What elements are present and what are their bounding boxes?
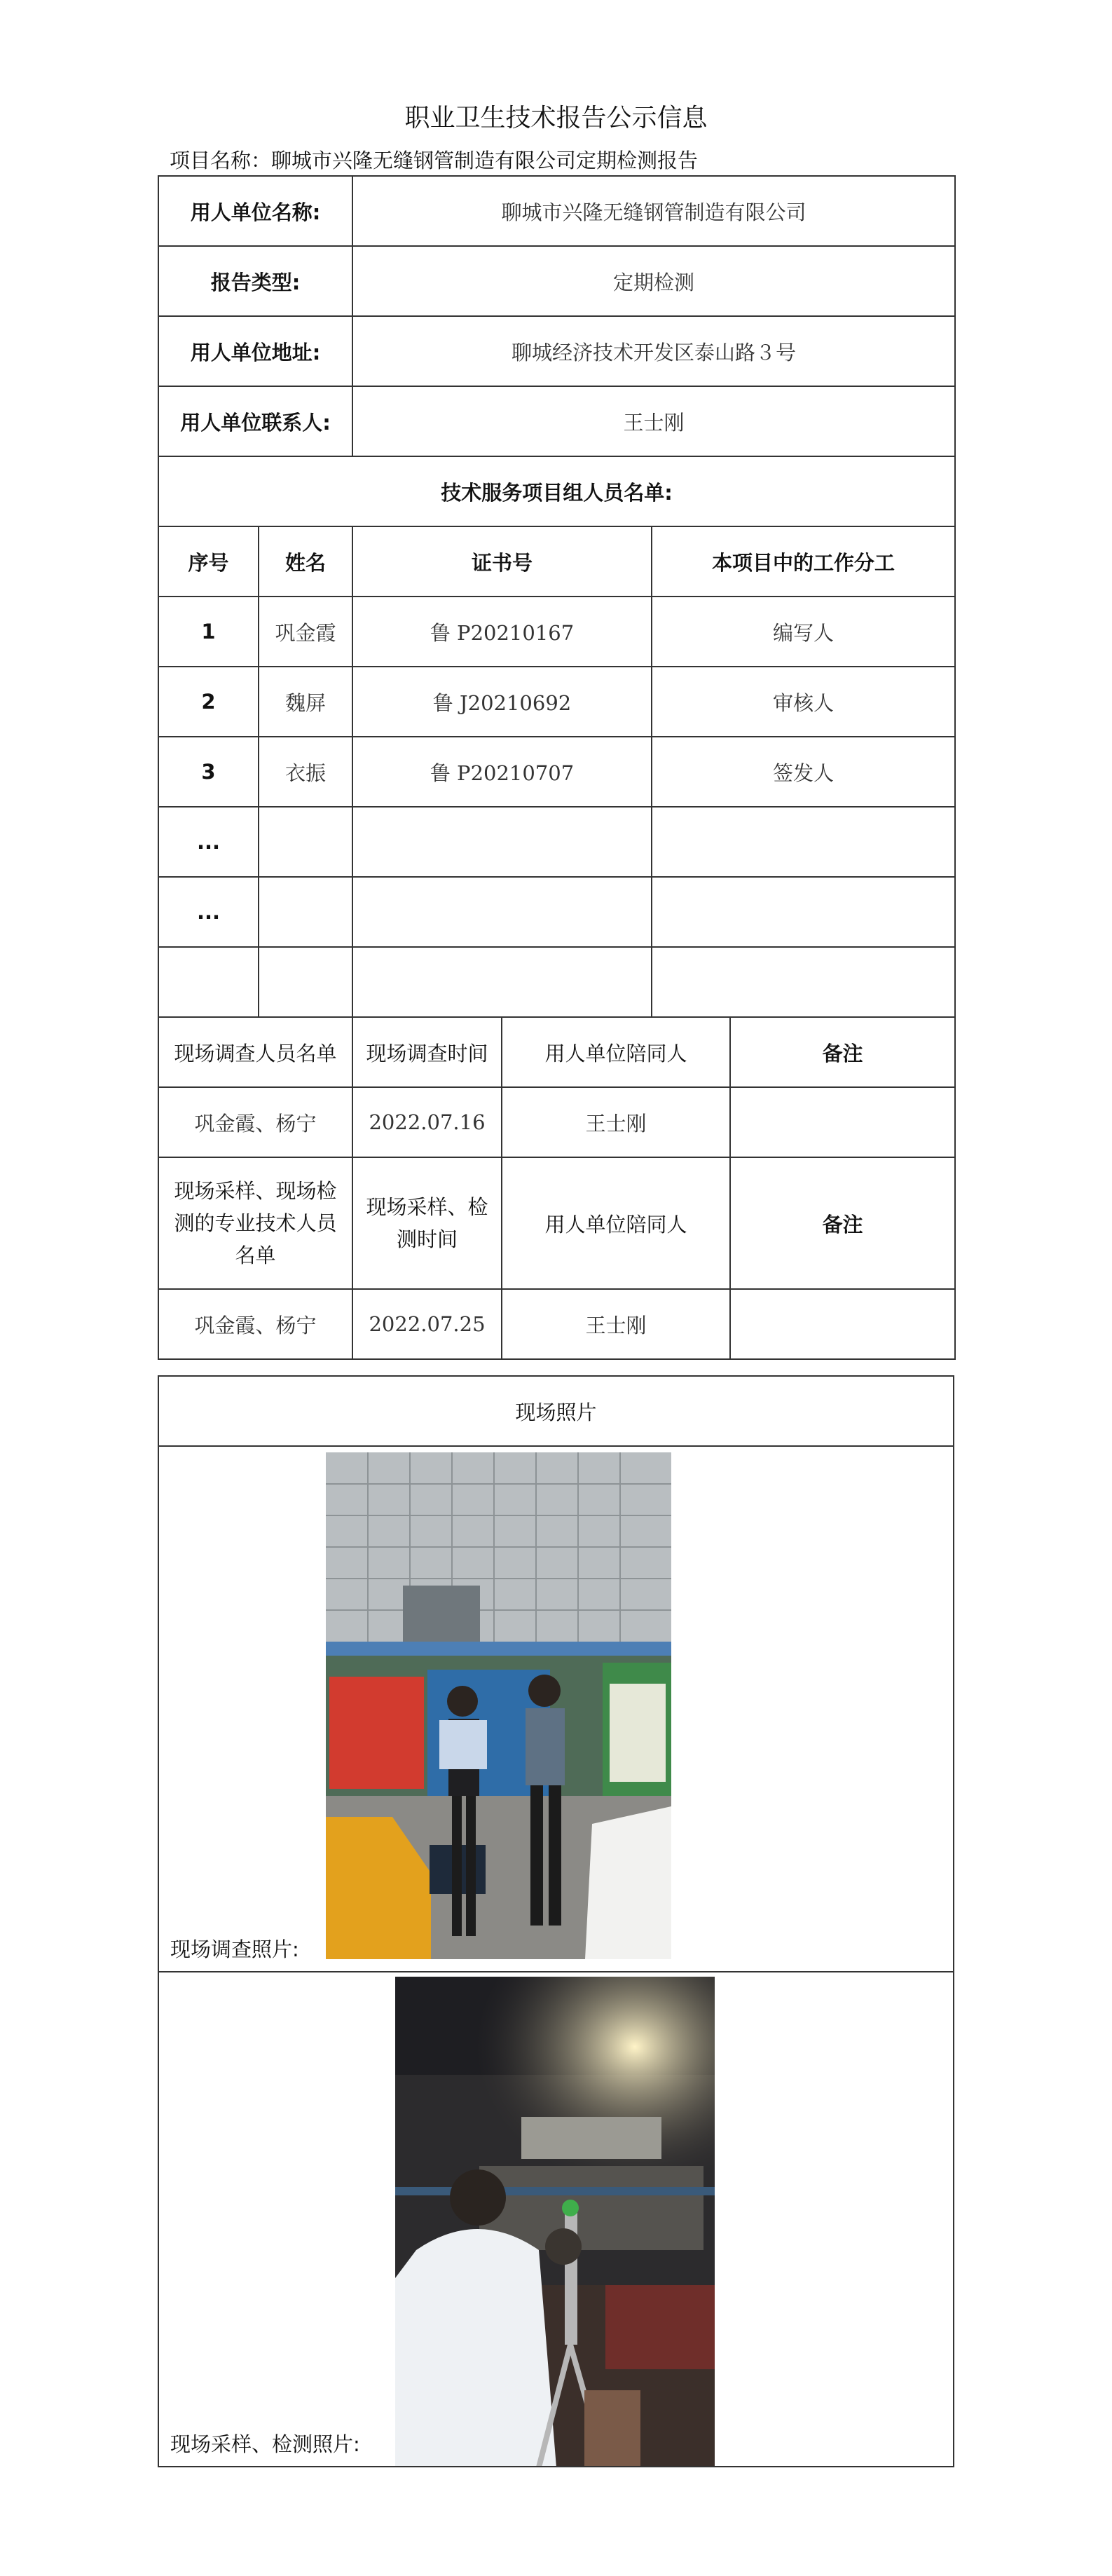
contact-value: 王士刚 — [352, 386, 955, 456]
photos-heading: 现场照片 — [158, 1376, 954, 1446]
sampling-photo-cell — [158, 1972, 954, 2467]
table-row — [158, 667, 955, 737]
survey-remark — [730, 1087, 955, 1157]
sampling-time: 2022.07.25 — [352, 1289, 502, 1359]
team-cell-role — [652, 947, 955, 1017]
survey-header-staff: 现场调查人员名单 — [158, 1017, 352, 1087]
team-cell-name — [259, 877, 352, 947]
page-title: 职业卫生技术报告公示信息 — [404, 104, 708, 132]
unit-name-value: 聊城市兴隆无缝钢管制造有限公司 — [352, 176, 955, 246]
address-value: 聊城经济技术开发区泰山路３号 — [352, 316, 955, 386]
team-cell-cert — [352, 807, 652, 877]
sampling-header-time: 现场采样、检测时间 — [352, 1157, 502, 1289]
team-cell-role: 编写人 — [652, 597, 955, 667]
team-header-no: 序号 — [158, 526, 259, 597]
team-cell-cert: 鲁 P20210167 — [352, 597, 652, 667]
sampling-staff: 巩金霞、杨宁 — [158, 1289, 352, 1359]
team-cell-no: 1 — [158, 597, 259, 667]
report-type-label: 报告类型: — [158, 246, 352, 316]
team-heading: 技术服务项目组人员名单: — [158, 456, 955, 526]
table-row — [158, 737, 955, 807]
team-cell-role — [652, 877, 955, 947]
survey-header-escort: 用人单位陪同人 — [502, 1017, 730, 1087]
team-cell-no: ... — [158, 807, 259, 877]
team-cell-name: 巩金霞 — [259, 597, 352, 667]
team-cell-role: 签发人 — [652, 737, 955, 807]
report-type-value: 定期检测 — [352, 246, 955, 316]
team-header-role: 本项目中的工作分工 — [652, 526, 955, 597]
table-row — [158, 1087, 955, 1157]
survey-photo-image — [326, 1452, 671, 1959]
project-name: 项目名称：聊城市兴隆无缝钢管制造有限公司定期检测报告 — [170, 149, 699, 172]
team-header-cert: 证书号 — [352, 526, 652, 597]
team-cell-role — [652, 807, 955, 877]
table-row — [158, 947, 955, 1017]
team-header-name: 姓名 — [259, 526, 352, 597]
team-cell-role: 审核人 — [652, 667, 955, 737]
unit-name-label: 用人单位名称: — [158, 176, 352, 246]
report-info-table — [158, 175, 956, 1360]
photos-table — [158, 1375, 954, 2467]
survey-photo — [326, 1452, 671, 1959]
table-row — [158, 807, 955, 877]
sampling-photo-caption: 现场采样、检测照片: — [170, 2432, 360, 2456]
sampling-remark — [730, 1289, 955, 1359]
survey-escort: 王士刚 — [502, 1087, 730, 1157]
survey-photo-cell — [158, 1446, 954, 1972]
address-label: 用人单位地址: — [158, 316, 352, 386]
team-cell-cert: 鲁 J20210692 — [352, 667, 652, 737]
sampling-photo — [395, 1977, 715, 2467]
table-row — [158, 877, 955, 947]
survey-photo-caption: 现场调查照片: — [170, 1937, 299, 1961]
team-cell-name: 衣振 — [259, 737, 352, 807]
team-cell-cert: 鲁 P20210707 — [352, 737, 652, 807]
sampling-header-remark: 备注 — [730, 1157, 955, 1289]
table-row — [158, 597, 955, 667]
survey-time: 2022.07.16 — [352, 1087, 502, 1157]
table-row — [158, 1289, 955, 1359]
team-cell-no: 2 — [158, 667, 259, 737]
contact-label: 用人单位联系人: — [158, 386, 352, 456]
survey-header-time: 现场调查时间 — [352, 1017, 502, 1087]
team-cell-no: ... — [158, 877, 259, 947]
team-cell-name — [259, 947, 352, 1017]
team-cell-no — [158, 947, 259, 1017]
survey-staff: 巩金霞、杨宁 — [158, 1087, 352, 1157]
sampling-photo-image — [395, 1977, 715, 2467]
team-cell-cert — [352, 877, 652, 947]
sampling-escort: 王士刚 — [502, 1289, 730, 1359]
team-cell-name: 魏屏 — [259, 667, 352, 737]
sampling-header-escort: 用人单位陪同人 — [502, 1157, 730, 1289]
team-cell-name — [259, 807, 352, 877]
team-cell-no: 3 — [158, 737, 259, 807]
sampling-header-staff: 现场采样、现场检测的专业技术人员名单 — [158, 1157, 352, 1289]
survey-header-remark: 备注 — [730, 1017, 955, 1087]
team-cell-cert — [352, 947, 652, 1017]
